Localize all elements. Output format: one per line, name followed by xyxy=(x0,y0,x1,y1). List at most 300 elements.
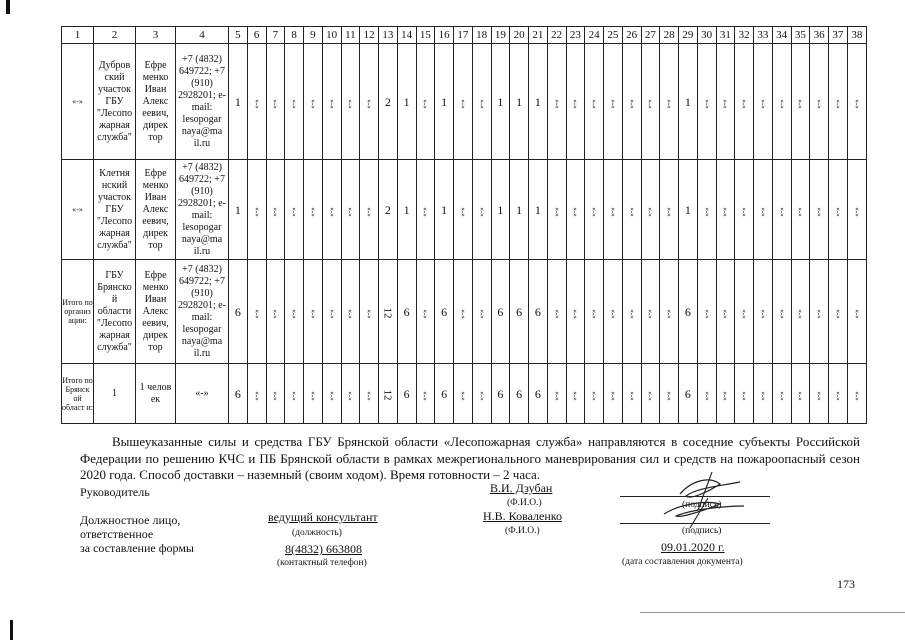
value-cell xyxy=(641,364,660,424)
value-cell xyxy=(791,160,810,260)
value-text: «-» xyxy=(590,390,599,401)
value-cell xyxy=(697,364,716,424)
value-text: «-» xyxy=(346,390,355,401)
column-header: 37 xyxy=(829,27,848,44)
value-text: «-» xyxy=(815,390,824,401)
value-cell xyxy=(585,364,604,424)
value-text: 6 xyxy=(234,304,241,319)
value-text: «-» xyxy=(740,308,749,319)
handwritten-signatures xyxy=(650,470,760,532)
page-number: 173 xyxy=(837,577,855,591)
column-header: 35 xyxy=(791,27,810,44)
value-cell xyxy=(435,260,454,364)
column-header: 33 xyxy=(754,27,773,44)
column-header: 4 xyxy=(176,27,229,44)
column-header: 22 xyxy=(547,27,566,44)
column-header: 10 xyxy=(322,27,341,44)
value-text: «-» xyxy=(290,98,299,109)
value-text: «-» xyxy=(308,390,317,401)
value-text: «-» xyxy=(665,308,674,319)
value-cell xyxy=(735,260,754,364)
cell-c2: 1 xyxy=(94,364,136,424)
value-text: 1 xyxy=(234,94,241,109)
cell-c3: Ефре менко Иван Алекс еевич, дирек тор xyxy=(136,260,176,364)
value-cell xyxy=(491,260,510,364)
value-text: «-» xyxy=(627,98,636,109)
value-cell xyxy=(754,44,773,160)
value-cell xyxy=(360,160,379,260)
forces-table xyxy=(61,26,867,424)
value-text: 6 xyxy=(497,386,504,401)
column-header: 38 xyxy=(847,27,866,44)
value-cell xyxy=(491,364,510,424)
value-text: «-» xyxy=(833,98,842,109)
value-cell xyxy=(341,44,360,160)
column-header: 29 xyxy=(679,27,698,44)
value-text: «-» xyxy=(740,390,749,401)
column-header: 11 xyxy=(341,27,360,44)
value-cell xyxy=(379,160,398,260)
value-cell xyxy=(622,160,641,260)
responsible-label-3: за составление формы xyxy=(80,541,194,555)
cell-c2: ГБУ Брянско й области "Лесопо жарная служба" xyxy=(94,260,136,364)
value-cell xyxy=(847,44,866,160)
value-text: 1 xyxy=(497,94,504,109)
cell-c1: «-» xyxy=(62,160,94,260)
value-text: «-» xyxy=(590,98,599,109)
value-cell xyxy=(772,260,791,364)
value-cell xyxy=(229,44,248,160)
value-cell xyxy=(641,44,660,160)
cell-c3: Ефре менко Иван Алекс еевич, дирек тор xyxy=(136,44,176,160)
value-cell xyxy=(266,364,285,424)
value-cell xyxy=(679,160,698,260)
value-cell xyxy=(472,260,491,364)
column-header: 6 xyxy=(247,27,266,44)
value-text: «-» xyxy=(552,390,561,401)
value-text: «-» xyxy=(702,308,711,319)
value-cell xyxy=(585,44,604,160)
value-cell xyxy=(304,364,323,424)
value-text: «-» xyxy=(758,98,767,109)
value-text: «-» xyxy=(421,206,430,217)
value-text: «-» xyxy=(777,206,786,217)
value-text: «-» xyxy=(421,98,430,109)
value-text: 1 xyxy=(441,202,448,217)
value-text: «-» xyxy=(646,308,655,319)
value-cell xyxy=(529,364,548,424)
value-text: 1 xyxy=(403,94,410,109)
column-header: 27 xyxy=(641,27,660,44)
value-cell xyxy=(529,260,548,364)
value-cell xyxy=(304,44,323,160)
value-cell xyxy=(791,260,810,364)
value-cell xyxy=(416,44,435,160)
cell-c2: Клетня нский участок ГБУ "Лесопо жарная служба" xyxy=(94,160,136,260)
value-text: 6 xyxy=(516,304,523,319)
value-cell xyxy=(847,364,866,424)
date-caption: (дата составления документа) xyxy=(622,557,743,567)
value-cell xyxy=(791,44,810,160)
value-text: «-» xyxy=(833,206,842,217)
column-header: 13 xyxy=(379,27,398,44)
value-cell xyxy=(735,44,754,160)
column-header: 19 xyxy=(491,27,510,44)
value-cell xyxy=(547,260,566,364)
value-text: 12 xyxy=(381,307,394,318)
value-cell xyxy=(547,44,566,160)
value-cell xyxy=(660,44,679,160)
value-text: «-» xyxy=(271,206,280,217)
value-text: «-» xyxy=(796,308,805,319)
value-cell xyxy=(566,260,585,364)
phone-caption: (контактный телефон) xyxy=(277,558,367,568)
value-text: «-» xyxy=(552,206,561,217)
table-row xyxy=(62,44,867,160)
value-cell xyxy=(229,260,248,364)
value-cell xyxy=(247,364,266,424)
value-cell xyxy=(379,260,398,364)
value-cell xyxy=(247,44,266,160)
cell-c1: «-» xyxy=(62,44,94,160)
value-text: 6 xyxy=(534,304,541,319)
column-header: 17 xyxy=(454,27,473,44)
value-text: «-» xyxy=(721,390,730,401)
value-cell xyxy=(341,260,360,364)
scan-mark xyxy=(6,0,10,14)
value-cell xyxy=(397,260,416,364)
value-cell xyxy=(566,44,585,160)
value-cell xyxy=(510,364,529,424)
column-header: 25 xyxy=(604,27,623,44)
value-text: «-» xyxy=(702,98,711,109)
value-text: «-» xyxy=(271,390,280,401)
value-text: «-» xyxy=(365,98,374,109)
value-text: «-» xyxy=(346,206,355,217)
value-cell xyxy=(229,160,248,260)
value-cell xyxy=(772,364,791,424)
value-cell xyxy=(810,160,829,260)
value-text: «-» xyxy=(665,206,674,217)
column-header: 30 xyxy=(697,27,716,44)
value-cell xyxy=(416,260,435,364)
value-text: «-» xyxy=(665,98,674,109)
value-cell xyxy=(285,364,304,424)
value-cell xyxy=(416,364,435,424)
column-number-row xyxy=(62,27,867,44)
value-cell xyxy=(679,260,698,364)
value-cell xyxy=(266,160,285,260)
value-text: «-» xyxy=(458,308,467,319)
value-cell xyxy=(229,364,248,424)
value-text: «-» xyxy=(815,308,824,319)
value-text: «-» xyxy=(477,308,486,319)
value-text: «-» xyxy=(646,98,655,109)
value-text: «-» xyxy=(477,390,486,401)
value-cell xyxy=(360,364,379,424)
value-text: «-» xyxy=(421,390,430,401)
value-cell xyxy=(285,160,304,260)
value-cell xyxy=(716,160,735,260)
value-text: «-» xyxy=(590,206,599,217)
column-header: 18 xyxy=(472,27,491,44)
value-text: «-» xyxy=(290,308,299,319)
column-header: 2 xyxy=(94,27,136,44)
value-cell xyxy=(566,160,585,260)
value-text: «-» xyxy=(571,390,580,401)
value-text: 6 xyxy=(441,386,448,401)
value-cell xyxy=(810,364,829,424)
value-cell xyxy=(679,44,698,160)
value-text: «-» xyxy=(796,390,805,401)
value-cell xyxy=(341,160,360,260)
value-cell xyxy=(791,364,810,424)
value-text: «-» xyxy=(852,206,861,217)
value-text: «-» xyxy=(252,308,261,319)
value-text: «-» xyxy=(365,308,374,319)
value-text: «-» xyxy=(815,206,824,217)
value-cell xyxy=(510,260,529,364)
value-cell xyxy=(472,44,491,160)
phone-value: 8(4832) 663808 xyxy=(285,542,362,556)
signature-caption-1: (подпись) xyxy=(682,500,722,510)
value-text: «-» xyxy=(552,98,561,109)
value-text: «-» xyxy=(852,308,861,319)
value-text: 6 xyxy=(497,304,504,319)
column-header: 23 xyxy=(566,27,585,44)
value-text: «-» xyxy=(590,308,599,319)
value-cell xyxy=(491,44,510,160)
responsible-name: Н.В. Коваленко xyxy=(483,509,562,523)
value-cell xyxy=(322,260,341,364)
column-header: 16 xyxy=(435,27,454,44)
value-text: «-» xyxy=(852,390,861,401)
value-text: 6 xyxy=(234,386,241,401)
column-header: 12 xyxy=(360,27,379,44)
column-header: 32 xyxy=(735,27,754,44)
value-cell xyxy=(829,44,848,160)
head-label: Руководитель xyxy=(80,485,150,499)
value-cell xyxy=(604,44,623,160)
responsible-label-2: ответственное xyxy=(80,527,154,541)
value-text: «-» xyxy=(308,308,317,319)
value-text: 6 xyxy=(403,386,410,401)
value-text: «-» xyxy=(646,206,655,217)
value-cell xyxy=(379,44,398,160)
table-row xyxy=(62,260,867,364)
value-text: 6 xyxy=(684,304,691,319)
value-text: 2 xyxy=(384,202,391,217)
value-cell xyxy=(604,160,623,260)
column-header: 31 xyxy=(716,27,735,44)
value-cell xyxy=(397,160,416,260)
value-cell xyxy=(735,160,754,260)
value-cell xyxy=(454,160,473,260)
value-cell xyxy=(304,160,323,260)
value-cell xyxy=(622,364,641,424)
value-text: «-» xyxy=(777,390,786,401)
value-text: «-» xyxy=(646,390,655,401)
value-text: «-» xyxy=(290,206,299,217)
value-text: 1 xyxy=(684,94,691,109)
value-text: «-» xyxy=(458,206,467,217)
column-header: 9 xyxy=(304,27,323,44)
value-cell xyxy=(341,364,360,424)
value-text: «-» xyxy=(477,206,486,217)
value-text: «-» xyxy=(740,98,749,109)
value-cell xyxy=(360,260,379,364)
position-caption: (должность) xyxy=(292,528,342,538)
value-cell xyxy=(622,260,641,364)
value-cell xyxy=(247,260,266,364)
value-cell xyxy=(660,160,679,260)
value-text: «-» xyxy=(571,206,580,217)
cell-c1: Итого по Брянск ой област и: xyxy=(62,364,94,424)
column-header: 7 xyxy=(266,27,285,44)
value-text: «-» xyxy=(608,390,617,401)
value-cell xyxy=(829,160,848,260)
value-cell xyxy=(604,260,623,364)
value-text: «-» xyxy=(796,206,805,217)
value-cell xyxy=(454,260,473,364)
value-cell xyxy=(829,260,848,364)
value-cell xyxy=(697,160,716,260)
value-text: «-» xyxy=(458,98,467,109)
value-text: «-» xyxy=(327,206,336,217)
value-text: «-» xyxy=(740,206,749,217)
value-text: «-» xyxy=(458,390,467,401)
fio-caption-2: (Ф.И.О.) xyxy=(505,526,540,536)
value-text: «-» xyxy=(758,308,767,319)
value-text: «-» xyxy=(627,206,636,217)
head-name: В.И. Дзубан xyxy=(490,481,553,495)
value-cell xyxy=(547,364,566,424)
value-cell xyxy=(772,160,791,260)
value-text: 12 xyxy=(381,389,394,400)
value-cell xyxy=(529,44,548,160)
value-text: «-» xyxy=(308,98,317,109)
value-text: «-» xyxy=(421,308,430,319)
value-text: «-» xyxy=(852,98,861,109)
value-text: «-» xyxy=(833,308,842,319)
value-cell xyxy=(304,260,323,364)
value-text: 6 xyxy=(516,386,523,401)
value-text: «-» xyxy=(777,308,786,319)
signature-caption-2: (подпись) xyxy=(682,526,722,536)
column-header: 5 xyxy=(229,27,248,44)
column-header: 14 xyxy=(397,27,416,44)
value-text: «-» xyxy=(815,98,824,109)
summary-paragraph: Вышеуказанные силы и средства ГБУ Брянской области «Лесопожарная служба» направляются в соседние субъекты Российской Федерации по решению КЧС и ПБ Брянской области в рамках межрегионального маневрирования сил и средств на пожароопасный сезон 2020 года. Способ доставки – наземный (своим ходом). Время готовности – 2 часа. xyxy=(80,434,860,482)
cell-c4: +7 (4832) 649722; +7 (910) 2928201; e-mail: lesopogar naya@ma il.ru xyxy=(176,260,229,364)
column-header: 15 xyxy=(416,27,435,44)
value-cell xyxy=(397,364,416,424)
value-cell xyxy=(247,160,266,260)
value-cell xyxy=(379,364,398,424)
value-text: 1 xyxy=(403,202,410,217)
value-cell xyxy=(735,364,754,424)
value-text: «-» xyxy=(665,390,674,401)
value-cell xyxy=(266,260,285,364)
value-text: «-» xyxy=(477,98,486,109)
value-cell xyxy=(360,44,379,160)
value-text: «-» xyxy=(721,206,730,217)
value-text: «-» xyxy=(365,390,374,401)
cell-c2: Дубров ский участок ГБУ "Лесопо жарная служба" xyxy=(94,44,136,160)
value-text: «-» xyxy=(271,98,280,109)
value-text: «-» xyxy=(252,206,261,217)
value-text: «-» xyxy=(758,206,767,217)
value-cell xyxy=(697,260,716,364)
cell-c3: 1 челов ек xyxy=(136,364,176,424)
column-header: 1 xyxy=(62,27,94,44)
value-cell xyxy=(697,44,716,160)
value-cell xyxy=(566,364,585,424)
column-header: 21 xyxy=(529,27,548,44)
column-header: 20 xyxy=(510,27,529,44)
value-text: «-» xyxy=(308,206,317,217)
table-row xyxy=(62,364,867,424)
value-cell xyxy=(622,44,641,160)
cell-c4: +7 (4832) 649722; +7 (910) 2928201; e-mail: lesopogar naya@ma il.ru xyxy=(176,44,229,160)
value-cell xyxy=(847,160,866,260)
value-text: «-» xyxy=(721,98,730,109)
value-text: «-» xyxy=(327,308,336,319)
column-header: 8 xyxy=(285,27,304,44)
value-cell xyxy=(716,260,735,364)
value-text: 1 xyxy=(534,202,541,217)
value-text: «-» xyxy=(721,308,730,319)
value-text: «-» xyxy=(777,98,786,109)
value-text: «-» xyxy=(627,308,636,319)
scan-line xyxy=(640,612,905,613)
cell-c4: «-» xyxy=(176,364,229,424)
value-text: «-» xyxy=(627,390,636,401)
value-text: «-» xyxy=(346,308,355,319)
value-cell xyxy=(641,260,660,364)
value-text: «-» xyxy=(796,98,805,109)
value-text: 6 xyxy=(403,304,410,319)
value-text: «-» xyxy=(571,308,580,319)
cell-c4: +7 (4832) 649722; +7 (910) 2928201; e-mail: lesopogar naya@ma il.ru xyxy=(176,160,229,260)
column-header: 3 xyxy=(136,27,176,44)
value-cell xyxy=(285,44,304,160)
column-header: 36 xyxy=(810,27,829,44)
value-cell xyxy=(454,364,473,424)
value-text: 1 xyxy=(516,94,523,109)
column-header: 26 xyxy=(622,27,641,44)
value-text: «-» xyxy=(552,308,561,319)
value-text: «-» xyxy=(346,98,355,109)
value-text: «-» xyxy=(327,390,336,401)
value-cell xyxy=(641,160,660,260)
value-text: 1 xyxy=(534,94,541,109)
value-cell xyxy=(472,364,491,424)
value-text: «-» xyxy=(608,206,617,217)
value-text: «-» xyxy=(327,98,336,109)
scan-mark xyxy=(10,620,13,640)
value-cell xyxy=(585,160,604,260)
cell-c3: Ефре менко Иван Алекс еевич, дирек тор xyxy=(136,160,176,260)
value-cell xyxy=(454,44,473,160)
value-text: «-» xyxy=(833,390,842,401)
value-cell xyxy=(285,260,304,364)
value-text: «-» xyxy=(290,390,299,401)
value-cell xyxy=(772,44,791,160)
value-text: 1 xyxy=(441,94,448,109)
value-cell xyxy=(847,260,866,364)
value-cell xyxy=(397,44,416,160)
